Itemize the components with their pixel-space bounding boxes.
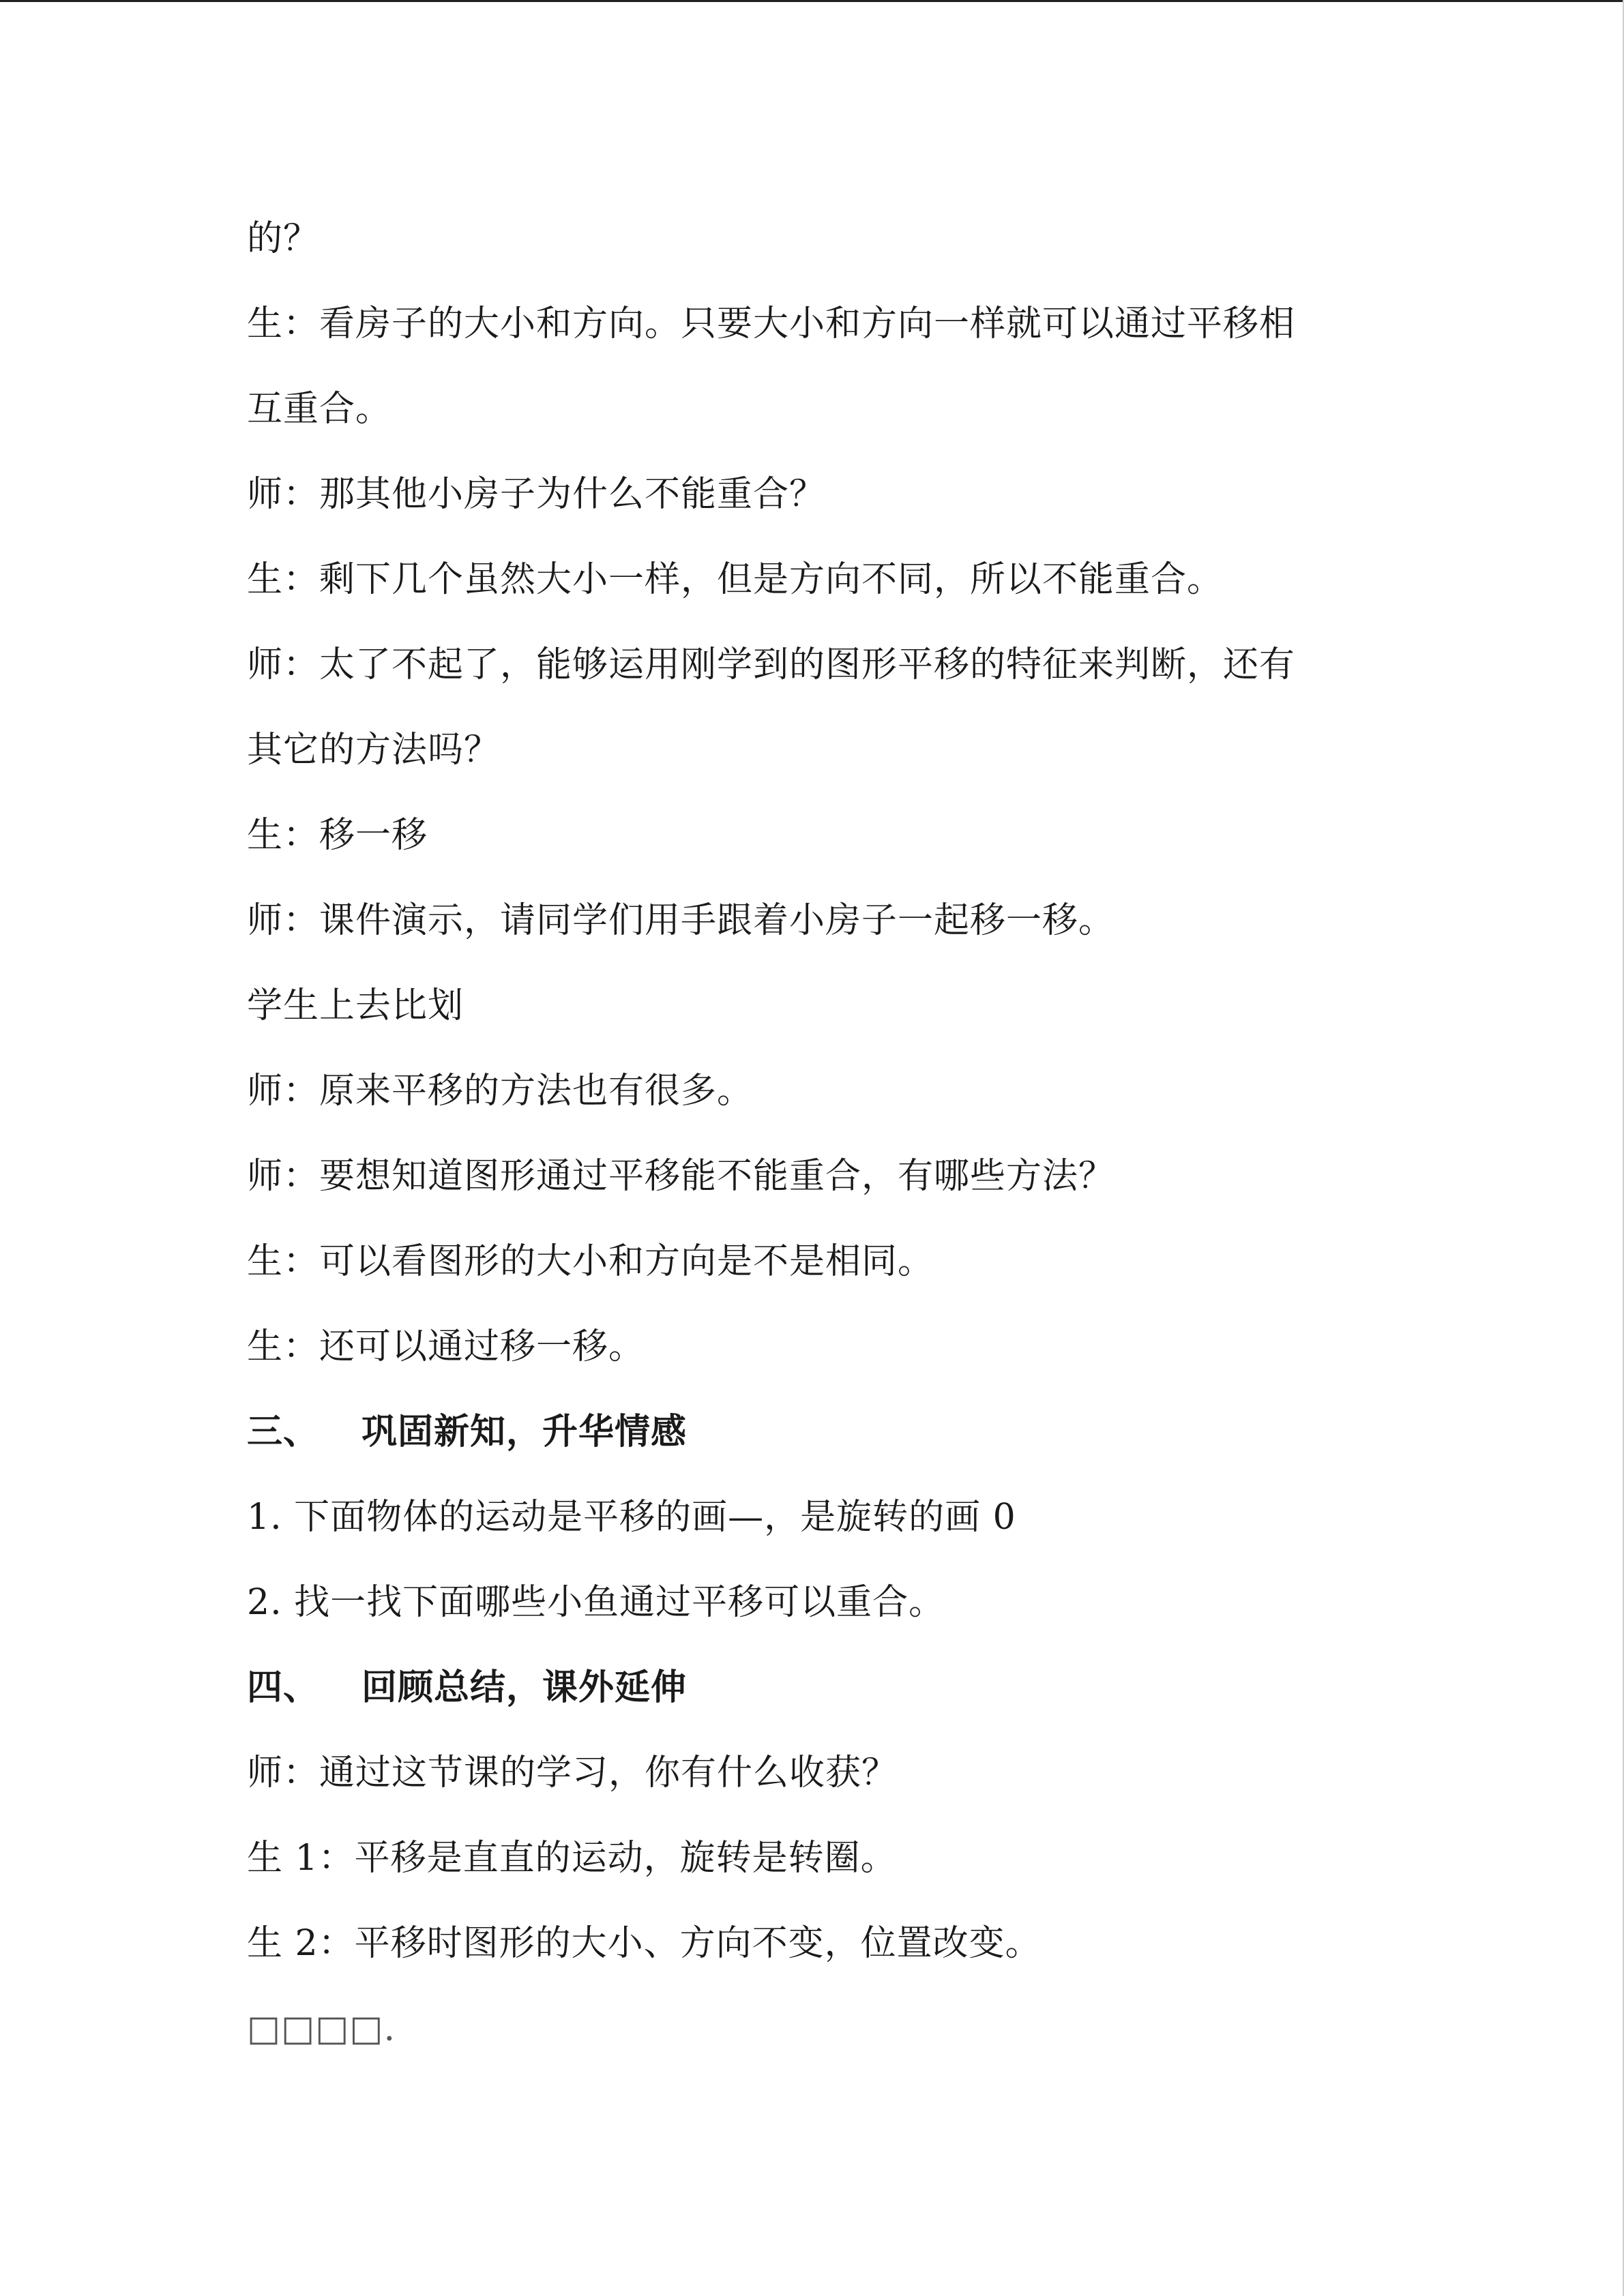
paragraph-line: 生 2：平移时图形的大小、方向不变，位置改变。 (247, 1923, 1042, 1964)
paragraph-line: 师：那其他小房子为什么不能重合？ (247, 474, 826, 515)
paragraph-line: 生：剩下几个虽然大小一样，但是方向不同，所以不能重合。 (247, 559, 1224, 600)
section-number: 四、 (247, 1667, 320, 1708)
section-number: 三、 (247, 1411, 320, 1452)
paragraph-line: 生：移一移 (247, 815, 428, 856)
page-top-border (0, 0, 1624, 2)
paragraph-line: 师：原来平移的方法也有很多。 (247, 1071, 754, 1112)
exercise-item: 1. 下面物体的运动是平移的画—，是旋转的画 0 (247, 1497, 1016, 1538)
section-heading-3 (247, 1398, 1379, 1483)
paragraph-line: 生：还可以通过移一移。 (247, 1326, 645, 1367)
paragraph-line: 师：课件演示，请同学们用手跟着小房子一起移一移。 (247, 900, 1115, 941)
missing-glyphs-placeholder: □□□□. (247, 2008, 396, 2049)
paragraph-line: 生 1：平移是直直的运动，旋转是转圈。 (247, 1838, 897, 1879)
paragraph-line: 其它的方法吗？ (247, 730, 501, 771)
paragraph-line: 互重合。 (247, 389, 392, 430)
paragraph-line: 师：太了不起了，能够运用刚学到的图形平移的特征来判断，还有 (247, 644, 1296, 685)
paragraph-line: 生：看房子的大小和方向。只要大小和方向一样就可以通过平移相 (247, 303, 1296, 344)
paragraph-line: 师：要想知道图形通过平移能不能重合，有哪些方法？ (247, 1156, 1115, 1197)
paragraph-line: 生：可以看图形的大小和方向是不是相同。 (247, 1241, 934, 1282)
paragraph-line: 的？ (247, 218, 320, 259)
paragraph-line: 师：通过这节课的学习，你有什么收获？ (247, 1753, 898, 1793)
exercise-item: 2. 找一找下面哪些小鱼通过平移可以重合。 (247, 1582, 945, 1623)
paragraph-line: 学生上去比划 (247, 985, 464, 1026)
section-heading-4 (247, 1654, 1379, 1739)
document-page (247, 205, 1379, 2080)
section-title: 回顾总结，课外延伸 (361, 1667, 688, 1708)
section-title: 巩固新知，升华情感 (361, 1411, 688, 1452)
